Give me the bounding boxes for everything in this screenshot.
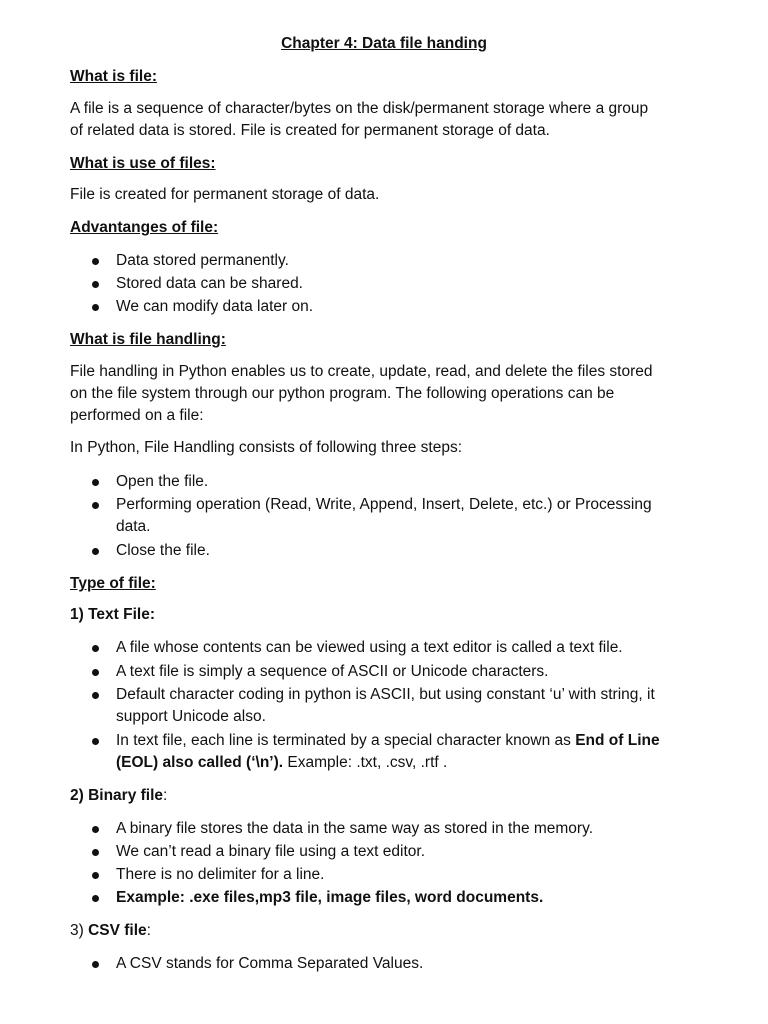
heading-advantages: Advantanges of file: <box>70 219 219 236</box>
list-item: Data stored permanently. <box>116 252 289 269</box>
paragraph-line: A file is a sequence of character/bytes on the disk/permanent storage where a group <box>70 100 649 117</box>
bullet-dot <box>92 872 99 879</box>
list-item: A CSV stands for Comma Separated Values. <box>116 955 424 972</box>
list-item-example: Example: .exe files,mp3 file, image files, word documents. <box>116 889 544 906</box>
list-item: A file whose contents can be viewed using a text editor is called a text file. <box>116 639 623 656</box>
bullet-dot <box>92 548 99 555</box>
list-item: Close the file. <box>116 542 210 559</box>
heading-what-is-file: What is file: <box>70 68 157 85</box>
paragraph-line: File handling in Python enables us to create, update, read, and delete the files stored <box>70 363 653 380</box>
list-item: A text file is simply a sequence of ASCII or Unicode characters. <box>116 663 549 680</box>
paragraph-line: In Python, File Handling consists of following three steps: <box>70 439 463 456</box>
bullet-dot <box>92 258 99 265</box>
list-item: We can modify data later on. <box>116 298 314 315</box>
bullet-dot <box>92 281 99 288</box>
bullet-dot <box>92 738 99 745</box>
bullet-dot <box>92 479 99 486</box>
bold-heading-text: CSV file <box>88 922 147 939</box>
paragraph-line: performed on a file: <box>70 407 204 424</box>
heading-file-handling: What is file handling: <box>70 331 226 348</box>
paragraph-line: of related data is stored. File is created for permanent storage of data. <box>70 122 550 139</box>
list-item: Performing operation (Read, Write, Append, Insert, Delete, etc.) or Processing <box>116 496 652 513</box>
list-item: A binary file stores the data in the same way as stored in the memory. <box>116 820 593 837</box>
bullet-dot <box>92 692 99 699</box>
heading-type-of-file: Type of file: <box>70 575 156 592</box>
list-item: There is no delimiter for a line. <box>116 866 325 883</box>
bold-heading-text: 2) Binary file <box>70 787 164 804</box>
list-item: Stored data can be shared. <box>116 275 303 292</box>
heading-colon: : <box>146 922 151 939</box>
bullet-dot <box>92 961 99 968</box>
list-item-continuation <box>116 753 447 773</box>
list-item-continuation: support Unicode also. <box>116 708 266 725</box>
heading-colon: : <box>163 787 168 804</box>
heading-use-of-files: What is use of files: <box>70 155 216 172</box>
bullet-dot <box>92 645 99 652</box>
bullet-dot <box>92 826 99 833</box>
text-run: In text file, each line is terminated by a special character known as <box>116 732 576 749</box>
paragraph-line: File is created for permanent storage of data. <box>70 186 380 203</box>
bullet-dot <box>92 304 99 311</box>
bullet-dot <box>92 895 99 902</box>
list-item <box>116 731 660 751</box>
heading-binary-file <box>70 786 167 806</box>
bold-term-eol: End of Line <box>575 732 660 749</box>
page-title: Chapter 4: Data file handing <box>281 35 487 52</box>
list-item-continuation: data. <box>116 518 151 535</box>
list-item: Default character coding in python is ASCII, but using constant ‘u’ with string, it <box>116 686 655 703</box>
heading-text-file: 1) Text File: <box>70 606 155 623</box>
text-run: Example: .txt, .csv, .rtf . <box>283 754 448 771</box>
list-item: Open the file. <box>116 473 209 490</box>
heading-number: 3) <box>70 922 89 939</box>
bullet-dot <box>92 669 99 676</box>
bullet-dot <box>92 502 99 509</box>
heading-csv-file <box>70 921 151 941</box>
bullet-dot <box>92 849 99 856</box>
bold-term-newline: (EOL) also called (‘\n’). <box>116 754 284 771</box>
paragraph-line: on the file system through our python program. The following operations can be <box>70 385 615 402</box>
list-item: We can’t read a binary file using a text editor. <box>116 843 426 860</box>
